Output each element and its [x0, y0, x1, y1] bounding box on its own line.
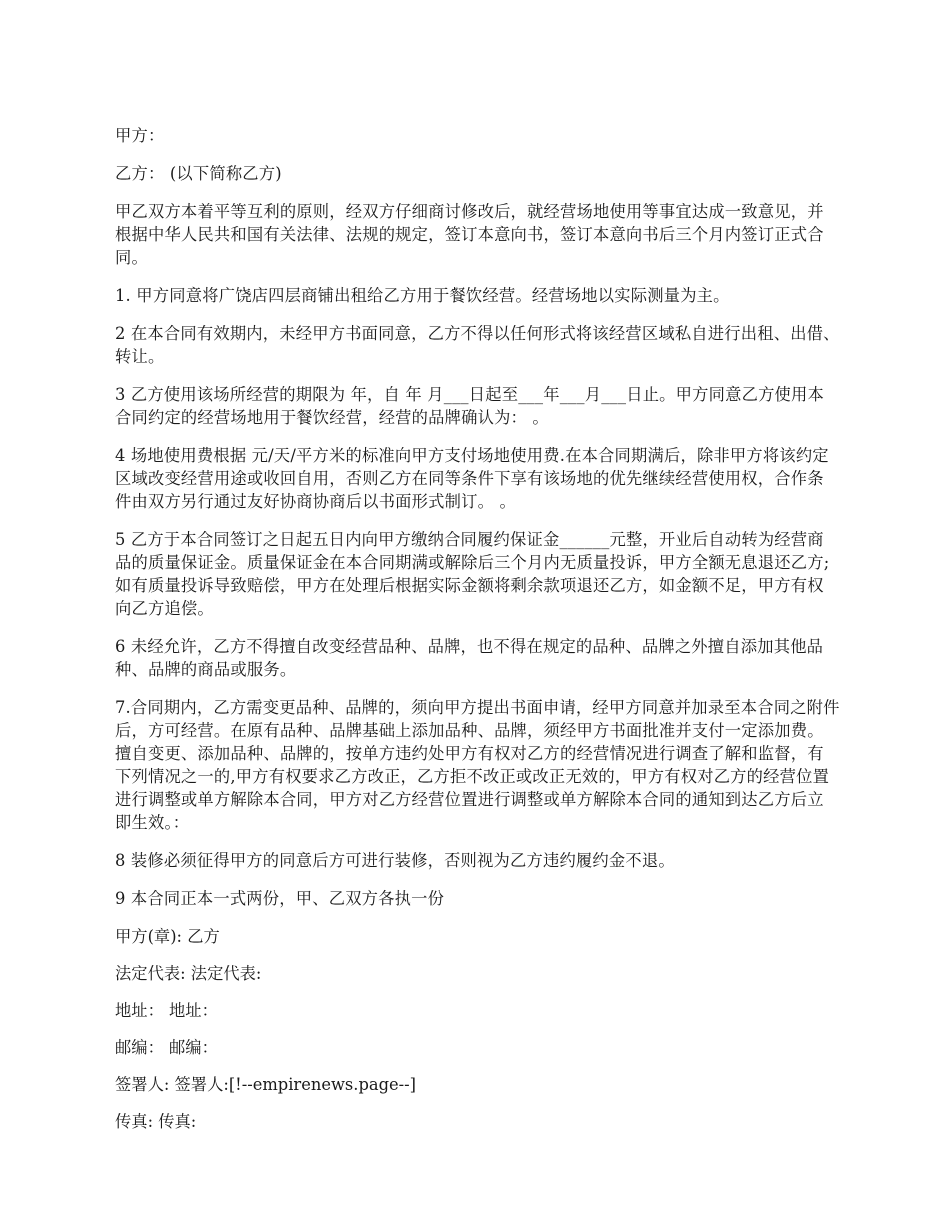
party-b-line: 乙方： (以下简称乙方) [115, 164, 282, 183]
signature-seal-line: 甲方(章): 乙方 [115, 927, 220, 946]
clause-3: 3 乙方使用该场所经营的期限为 年，自 年 月___日起至___年___月___日止。甲方同意乙方使用本合同约定的经营场地用于餐饮经营，经营的品牌确认为： 。 [115, 385, 824, 427]
party-a-line: 甲方： [115, 126, 165, 145]
contract-document [115, 124, 840, 1147]
clause-4: 4 场地使用费根据 元/天/平方米的标准向甲方支付场地使用费.在本合同期满后，除非甲方将该约定区域改变经营用途或收回自用，否则乙方在同等条件下享有该场地的优先继续经营使用权，合作条件由双方另行通过友好协商协商后以书面形式制订。 。 [115, 446, 829, 511]
signature-postcode-line: 邮编： 邮编： [115, 1038, 218, 1057]
clause-6: 6 未经允许，乙方不得擅自改变经营品种、品牌，也不得在规定的品种、品牌之外擅自添加其他品种、品牌的商品或服务。 [115, 637, 824, 679]
clause-8: 8 装修必须征得甲方的同意后方可进行装修，否则视为乙方违约履约金不退。 [115, 851, 675, 870]
clause-1: 1. 甲方同意将广饶店四层商铺出租给乙方用于餐饮经营。经营场地以实际测量为主。 [115, 286, 730, 305]
clause-5: 5 乙方于本合同签订之日起五日内向甲方缴纳合同履约保证金______元整，开业后自动转为经营商品的质量保证金。质量保证金在本合同期满或解除后三个月内无质量投诉，甲方全额无息退还乙方;如有质量投诉导致赔偿，甲方在处理后根据实际金额将剩余款项退还乙方，如金额不足，甲方有权向乙方追偿。 [115, 530, 830, 618]
signature-address-line: 地址： 地址： [115, 1001, 218, 1020]
clause-9: 9 本合同正本一式两份，甲、乙双方各执一份 [115, 889, 445, 908]
clause-7: 7.合同期内，乙方需变更品种、品牌的，须向甲方提出书面申请，经甲方同意并加录至本合同之附件后，方可经营。在原有品种、品牌基础上添加品种、品牌，须经甲方书面批准并支付一定添加费。擅自变更、添加品种、品牌的，按单方违约处甲方有权对乙方的经营情况进行调查了解和监督，有下列情况之一的,甲方有权要求乙方改正，乙方拒不改正或改正无效的，甲方有权对乙方的经营位置进行调整或单方解除本合同，甲方对乙方经营位置进行调整或单方解除本合同的通知到达乙方后立即生效。： [115, 698, 840, 832]
signature-signer-line: 签署人: 签署人:[!--empirenews.page--] [115, 1075, 416, 1094]
signature-representative-line: 法定代表: 法定代表: [115, 964, 262, 983]
intro-paragraph: 甲乙双方本着平等互利的原则，经双方仔细商讨修改后，就经营场地使用等事宜达成一致意见，并根据中华人民共和国有关法律、法规的规定，签订本意向书，签订本意向书后三个月内签订正式合同。 [115, 202, 824, 267]
signature-fax-line: 传真: 传真: [115, 1112, 197, 1131]
clause-2: 2 在本合同有效期内，未经甲方书面同意，乙方不得以任何形式将该经营区域私自进行出租、出借、转让。 [115, 324, 840, 366]
